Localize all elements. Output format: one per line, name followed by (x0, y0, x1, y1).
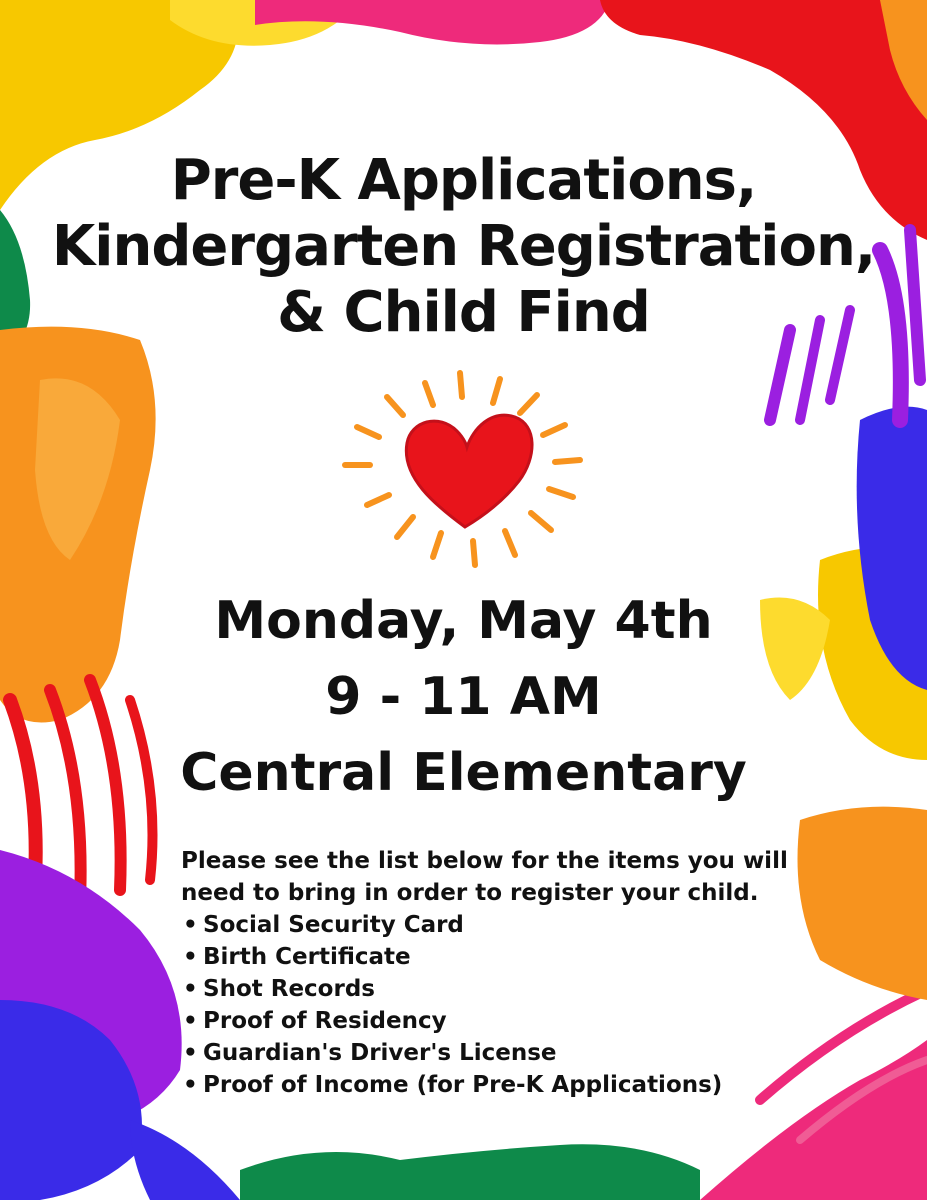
event-location: Central Elementary (180, 743, 747, 803)
list-item: • Birth Certificate (181, 941, 821, 973)
list-item: • Guardian's Driver's License (181, 1037, 821, 1069)
event-time: 9 - 11 AM (325, 667, 602, 727)
requirements-section (181, 845, 821, 1101)
title-line-3: & Child Find (277, 280, 650, 345)
list-item: • Shot Records (181, 973, 821, 1005)
requirements-list (181, 909, 821, 1101)
event-date: Monday, May 4th (214, 591, 713, 651)
title-line-2: Kindergarten Registration, (51, 214, 876, 279)
heart-icon (315, 365, 605, 575)
flyer-title (0, 148, 927, 346)
list-item: • Social Security Card (181, 909, 821, 941)
list-item: • Proof of Income (for Pre-K Applications) (181, 1069, 821, 1101)
event-info (0, 583, 927, 811)
list-item: • Proof of Residency (181, 1005, 821, 1037)
title-line-1: Pre-K Applications, (170, 148, 757, 213)
requirements-intro: Please see the list below for the items you will need to bring in order to register your child. (181, 848, 788, 906)
